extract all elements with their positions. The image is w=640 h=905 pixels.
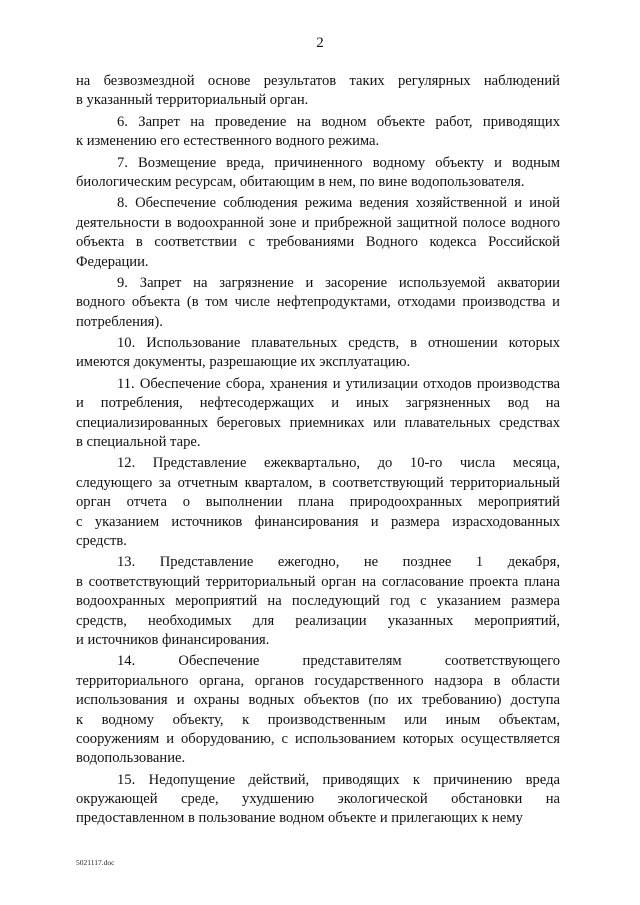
- text-line: водопользование.: [76, 750, 186, 767]
- text-line: 8. Обеспечение соблюдения режима ведения хозяйственной и иной: [117, 195, 560, 212]
- text-line: орган отчета о выполнении плана природоохранных мероприятий: [76, 494, 560, 511]
- paragraph: [76, 334, 560, 373]
- text-line: Федерации.: [76, 253, 149, 270]
- text-line: на безвозмездной основе результатов таких регулярных наблюдений: [76, 73, 560, 89]
- text-line: специализированных береговых приемниках или плавательных средствах: [76, 414, 560, 431]
- text-line: в указанный территориальный орган.: [76, 92, 309, 109]
- paragraph: [76, 771, 560, 829]
- text-line: 7. Возмещение вреда, причиненного водному объекту и водным: [117, 154, 560, 171]
- text-line: объекта в соответствии с требованиями Водного кодекса Российской: [76, 234, 560, 251]
- text-line: водоохранных мероприятий на последующий год с указанием размера: [76, 593, 560, 610]
- file-name-footer: 5021117.doc: [76, 858, 115, 867]
- text-line: водного объекта (в том числе нефтепродуктами, отходами производства и: [76, 294, 560, 311]
- text-line: 10. Использование плавательных средств, в отношении которых: [117, 335, 560, 352]
- text-line: 12. Представление ежеквартально, до 10-го числа месяца,: [117, 455, 560, 472]
- paragraph: [76, 113, 560, 152]
- text-line: и потребления, нефтесодержащих и иных загрязненных вод на: [76, 395, 560, 412]
- text-line: следующего за отчетным кварталом, в соответствующий территориальный: [76, 474, 560, 491]
- text-line: окружающей среде, ухудшению экологической обстановки на: [76, 791, 560, 808]
- text-line: 15. Недопущение действий, приводящих к причинению вреда: [117, 771, 560, 788]
- text-line: средств, необходимых для реализации указанных мероприятий,: [76, 612, 560, 629]
- paragraph: [76, 553, 560, 650]
- document-body: [76, 72, 560, 829]
- text-line: в соответствующий территориальный орган на согласование проекта плана: [76, 573, 560, 590]
- paragraph: [76, 274, 560, 332]
- text-line: имеются документы, разрешающие их эксплуатацию.: [76, 354, 411, 371]
- text-line: с указанием источников финансирования и размера израсходованных: [76, 513, 560, 530]
- paragraph: [76, 652, 560, 768]
- text-line: к изменению его естественного водного режима.: [76, 133, 380, 150]
- text-line: в специальной таре.: [76, 434, 201, 451]
- text-line: использования и охраны водных объектов (по их требованию) доступа: [76, 692, 560, 709]
- text-line: 13. Представление ежегодно, не позднее 1 декабря,: [117, 554, 560, 571]
- text-line: 6. Запрет на проведение на водном объекте работ, приводящих: [117, 113, 560, 130]
- text-line: средств.: [76, 532, 127, 549]
- text-line: 9. Запрет на загрязнение и засорение используемой акватории: [117, 274, 560, 291]
- paragraph: [76, 154, 560, 193]
- page-number: 2: [316, 35, 324, 51]
- text-line: территориального органа, органов государственного надзора в области: [76, 672, 560, 689]
- text-line: 14. Обеспечение представителям соответствующего: [117, 653, 560, 670]
- text-line: потребления).: [76, 313, 163, 330]
- text-line: к водному объекту, к производственным или иным объектам,: [76, 711, 560, 728]
- paragraph: [76, 194, 560, 272]
- text-line: 11. Обеспечение сбора, хранения и утилизации отходов производства: [117, 375, 560, 392]
- text-line: сооружениям и оборудованию, с использованием которых осуществляется: [76, 730, 560, 747]
- text-line: и источников финансирования.: [76, 631, 270, 648]
- paragraph: [76, 72, 560, 111]
- paragraph: [76, 454, 560, 551]
- text-line: предоставленном в пользование водном объекте и прилегающих к нему: [76, 810, 523, 827]
- text-line: биологическим ресурсам, обитающим в нем, по вине водопользователя.: [76, 173, 525, 190]
- paragraph: [76, 375, 560, 453]
- text-line: деятельности в водоохранной зоне и прибрежной защитной полосе водного: [76, 214, 560, 231]
